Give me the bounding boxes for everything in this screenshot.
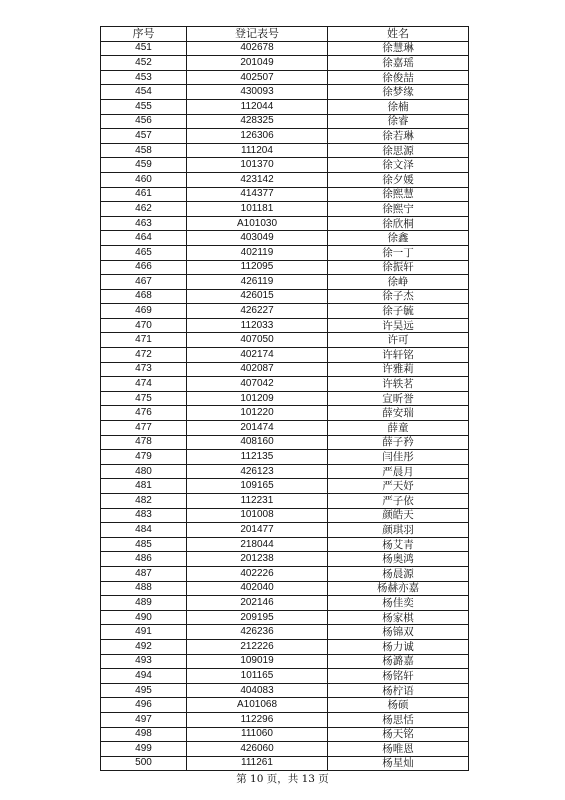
sequence-cell: 495 <box>101 683 187 698</box>
table-row <box>101 669 469 684</box>
registration-number-cell: 402087 <box>187 362 328 377</box>
sequence-cell: 466 <box>101 260 187 275</box>
name-cell: 严天妤 <box>328 479 469 494</box>
registration-number-cell: 414377 <box>187 187 328 202</box>
sequence-cell: 484 <box>101 523 187 538</box>
registration-number-cell: 402507 <box>187 70 328 85</box>
name-cell: 杨星灿 <box>328 756 469 771</box>
sequence-cell: 465 <box>101 245 187 260</box>
name-cell: 徐熙宁 <box>328 202 469 217</box>
sequence-cell: 471 <box>101 333 187 348</box>
name-cell: 徐思源 <box>328 143 469 158</box>
registration-number-cell: 430093 <box>187 85 328 100</box>
registration-number-cell: 112095 <box>187 260 328 275</box>
name-cell: 严子依 <box>328 494 469 509</box>
name-cell: 杨家棋 <box>328 610 469 625</box>
table-row <box>101 216 469 231</box>
registration-number-cell: 407042 <box>187 377 328 392</box>
name-cell: 许轩铭 <box>328 348 469 363</box>
sequence-cell: 493 <box>101 654 187 669</box>
name-cell: 许雅莉 <box>328 362 469 377</box>
registration-number-cell: 126306 <box>187 129 328 144</box>
name-cell: 徐子毓 <box>328 304 469 319</box>
sequence-cell: 472 <box>101 348 187 363</box>
table-row <box>101 85 469 100</box>
registration-number-cell: 109165 <box>187 479 328 494</box>
name-cell: 杨艾青 <box>328 537 469 552</box>
name-cell: 许昊远 <box>328 318 469 333</box>
name-cell: 徐文泽 <box>328 158 469 173</box>
sequence-cell: 491 <box>101 625 187 640</box>
name-cell: 杨奥鸿 <box>328 552 469 567</box>
sequence-cell: 477 <box>101 421 187 436</box>
name-cell: 徐子杰 <box>328 289 469 304</box>
registration-number-cell: 212226 <box>187 639 328 654</box>
table-row <box>101 231 469 246</box>
registration-number-cell: 101008 <box>187 508 328 523</box>
name-cell: 杨思恬 <box>328 712 469 727</box>
table-row <box>101 114 469 129</box>
name-cell: 徐一丁 <box>328 245 469 260</box>
registration-number-cell: 202146 <box>187 596 328 611</box>
name-cell: 严晨月 <box>328 464 469 479</box>
table-row <box>101 172 469 187</box>
table-row <box>101 99 469 114</box>
sequence-cell: 469 <box>101 304 187 319</box>
sequence-cell: 453 <box>101 70 187 85</box>
table-row <box>101 464 469 479</box>
name-cell: 徐俊喆 <box>328 70 469 85</box>
name-cell: 徐慧琳 <box>328 41 469 56</box>
table-row <box>101 596 469 611</box>
name-cell: 薛安瑞 <box>328 406 469 421</box>
registration-number-cell: 112044 <box>187 99 328 114</box>
name-cell: 许轶茗 <box>328 377 469 392</box>
name-cell: 杨硕 <box>328 698 469 713</box>
sequence-cell: 478 <box>101 435 187 450</box>
registration-number-cell: 101209 <box>187 391 328 406</box>
name-cell: 杨柠语 <box>328 683 469 698</box>
table-row <box>101 187 469 202</box>
registration-number-cell: 201238 <box>187 552 328 567</box>
table-row <box>101 289 469 304</box>
table-row <box>101 508 469 523</box>
registration-number-cell: 111204 <box>187 143 328 158</box>
registration-number-cell: 218044 <box>187 537 328 552</box>
sequence-cell: 486 <box>101 552 187 567</box>
name-cell: 徐嘉瑶 <box>328 56 469 71</box>
table-row <box>101 362 469 377</box>
sequence-cell: 473 <box>101 362 187 377</box>
sequence-cell: 497 <box>101 712 187 727</box>
sequence-cell: 460 <box>101 172 187 187</box>
sequence-cell: 463 <box>101 216 187 231</box>
sequence-cell: 459 <box>101 158 187 173</box>
table-row <box>101 727 469 742</box>
sequence-cell: 456 <box>101 114 187 129</box>
registration-number-cell: 201477 <box>187 523 328 538</box>
sequence-cell: 468 <box>101 289 187 304</box>
sequence-cell: 500 <box>101 756 187 771</box>
sequence-cell: 483 <box>101 508 187 523</box>
table-body <box>101 41 469 771</box>
table-row <box>101 435 469 450</box>
sequence-cell: 492 <box>101 639 187 654</box>
table-row <box>101 756 469 771</box>
sequence-cell: 479 <box>101 450 187 465</box>
sequence-cell: 499 <box>101 742 187 757</box>
registration-number-cell: 209195 <box>187 610 328 625</box>
table-header-row <box>101 27 469 42</box>
table-row <box>101 143 469 158</box>
sequence-cell: 489 <box>101 596 187 611</box>
name-cell: 徐振轩 <box>328 260 469 275</box>
registration-number-cell: 402119 <box>187 245 328 260</box>
header-sequence: 序号 <box>101 27 187 42</box>
sequence-cell: 462 <box>101 202 187 217</box>
registration-number-cell: 112033 <box>187 318 328 333</box>
sequence-cell: 496 <box>101 698 187 713</box>
table-row <box>101 625 469 640</box>
sequence-cell: 488 <box>101 581 187 596</box>
table-row <box>101 318 469 333</box>
name-cell: 宣昕誉 <box>328 391 469 406</box>
roster-table <box>100 26 469 771</box>
table-row <box>101 129 469 144</box>
sequence-cell: 458 <box>101 143 187 158</box>
name-cell: 颜皓天 <box>328 508 469 523</box>
registration-number-cell: 426123 <box>187 464 328 479</box>
table-row <box>101 552 469 567</box>
name-cell: 杨佳奕 <box>328 596 469 611</box>
sequence-cell: 490 <box>101 610 187 625</box>
name-cell: 薛童 <box>328 421 469 436</box>
registration-number-cell: 402040 <box>187 581 328 596</box>
name-cell: 徐若琳 <box>328 129 469 144</box>
name-cell: 颜琪羽 <box>328 523 469 538</box>
table-row <box>101 158 469 173</box>
registration-number-cell: 426119 <box>187 275 328 290</box>
name-cell: 徐梦缘 <box>328 85 469 100</box>
name-cell: 杨晨源 <box>328 566 469 581</box>
registration-number-cell: 101165 <box>187 669 328 684</box>
table-row <box>101 377 469 392</box>
table-row <box>101 450 469 465</box>
name-cell: 杨唯恩 <box>328 742 469 757</box>
table-row <box>101 479 469 494</box>
table-row <box>101 683 469 698</box>
table-row <box>101 260 469 275</box>
registration-number-cell: 101370 <box>187 158 328 173</box>
table-row <box>101 494 469 509</box>
registration-number-cell: A101068 <box>187 698 328 713</box>
header-name: 姓名 <box>328 27 469 42</box>
table-row <box>101 654 469 669</box>
name-cell: 杨赫亦嘉 <box>328 581 469 596</box>
registration-number-cell: 426015 <box>187 289 328 304</box>
table-row <box>101 406 469 421</box>
sequence-cell: 487 <box>101 566 187 581</box>
sequence-cell: 494 <box>101 669 187 684</box>
registration-number-cell: 111060 <box>187 727 328 742</box>
name-cell: 徐睿 <box>328 114 469 129</box>
sequence-cell: 485 <box>101 537 187 552</box>
sequence-cell: 454 <box>101 85 187 100</box>
registration-number-cell: 109019 <box>187 654 328 669</box>
table-row <box>101 698 469 713</box>
registration-number-cell: A101030 <box>187 216 328 231</box>
registration-number-cell: 428325 <box>187 114 328 129</box>
sequence-cell: 470 <box>101 318 187 333</box>
table-row <box>101 70 469 85</box>
registration-number-cell: 402226 <box>187 566 328 581</box>
table-row <box>101 610 469 625</box>
table-row <box>101 304 469 319</box>
registration-number-cell: 101220 <box>187 406 328 421</box>
table-row <box>101 41 469 56</box>
name-cell: 薛子矜 <box>328 435 469 450</box>
table-row <box>101 333 469 348</box>
sequence-cell: 480 <box>101 464 187 479</box>
registration-number-cell: 111261 <box>187 756 328 771</box>
table-row <box>101 639 469 654</box>
table-row <box>101 581 469 596</box>
sequence-cell: 452 <box>101 56 187 71</box>
registration-number-cell: 112296 <box>187 712 328 727</box>
registration-number-cell: 408160 <box>187 435 328 450</box>
name-cell: 徐峥 <box>328 275 469 290</box>
name-cell: 闫佳彤 <box>328 450 469 465</box>
table-row <box>101 566 469 581</box>
table-row <box>101 348 469 363</box>
registration-number-cell: 112135 <box>187 450 328 465</box>
sequence-cell: 474 <box>101 377 187 392</box>
table-row <box>101 742 469 757</box>
table-row <box>101 537 469 552</box>
page-number-footer: 第 10 页，共 13 页 <box>236 773 329 785</box>
name-cell: 杨力诚 <box>328 639 469 654</box>
sequence-cell: 457 <box>101 129 187 144</box>
table-row <box>101 202 469 217</box>
name-cell: 徐欣桐 <box>328 216 469 231</box>
sequence-cell: 467 <box>101 275 187 290</box>
name-cell: 徐鑫 <box>328 231 469 246</box>
registration-number-cell: 402174 <box>187 348 328 363</box>
name-cell: 徐楠 <box>328 99 469 114</box>
registration-number-cell: 101181 <box>187 202 328 217</box>
registration-number-cell: 426227 <box>187 304 328 319</box>
name-cell: 徐熙慧 <box>328 187 469 202</box>
table-row <box>101 275 469 290</box>
table-row <box>101 391 469 406</box>
sequence-cell: 475 <box>101 391 187 406</box>
table-row <box>101 245 469 260</box>
registration-number-cell: 403049 <box>187 231 328 246</box>
sequence-cell: 451 <box>101 41 187 56</box>
name-cell: 徐夕媛 <box>328 172 469 187</box>
table-row <box>101 421 469 436</box>
registration-number-cell: 426060 <box>187 742 328 757</box>
sequence-cell: 455 <box>101 99 187 114</box>
registration-number-cell: 404083 <box>187 683 328 698</box>
table-row <box>101 712 469 727</box>
registration-number-cell: 201474 <box>187 421 328 436</box>
header-registration-number: 登记表号 <box>187 27 328 42</box>
name-cell: 许可 <box>328 333 469 348</box>
table-row <box>101 56 469 71</box>
registration-number-cell: 407050 <box>187 333 328 348</box>
sequence-cell: 481 <box>101 479 187 494</box>
name-cell: 杨天铭 <box>328 727 469 742</box>
name-cell: 杨锦双 <box>328 625 469 640</box>
registration-number-cell: 402678 <box>187 41 328 56</box>
name-cell: 杨铭轩 <box>328 669 469 684</box>
table-row <box>101 523 469 538</box>
sequence-cell: 482 <box>101 494 187 509</box>
registration-number-cell: 426236 <box>187 625 328 640</box>
registration-number-cell: 112231 <box>187 494 328 509</box>
sequence-cell: 461 <box>101 187 187 202</box>
registration-number-cell: 201049 <box>187 56 328 71</box>
sequence-cell: 476 <box>101 406 187 421</box>
registration-number-cell: 423142 <box>187 172 328 187</box>
sequence-cell: 498 <box>101 727 187 742</box>
sequence-cell: 464 <box>101 231 187 246</box>
name-cell: 杨潞嘉 <box>328 654 469 669</box>
